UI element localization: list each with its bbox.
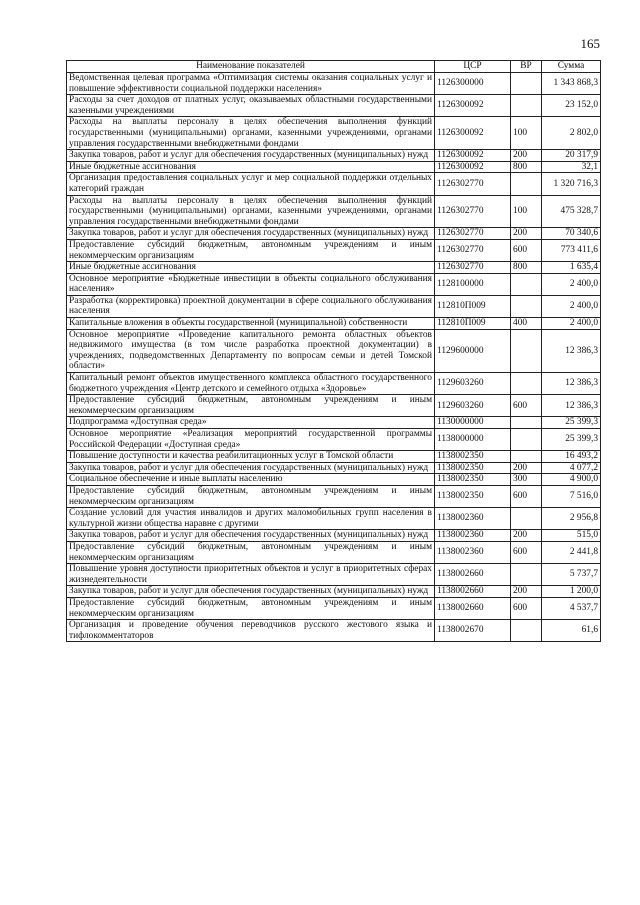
- table-row: [67, 451, 601, 463]
- sum-cell: 4 077,2: [542, 462, 601, 474]
- csr-cell: 1129600000: [435, 329, 511, 372]
- name-cell: Закупка товаров, работ и услуг для обеспечения государственных (муниципальных) нужд: [67, 530, 435, 542]
- name-cell: Капитальные вложения в объекты государственной (муниципальной) собственности: [67, 318, 435, 330]
- table-row: [67, 530, 601, 542]
- sum-cell: 1 343 868,3: [542, 73, 601, 95]
- csr-cell: 1130000000: [435, 417, 511, 429]
- vr-cell: 800: [511, 161, 542, 173]
- table-body: [67, 73, 601, 642]
- sum-cell: 2 802,0: [542, 117, 601, 150]
- vr-cell: [511, 564, 542, 586]
- name-cell: Организация и проведение обучения переводчиков русского жестового языка и тифлокомментаторов: [67, 620, 435, 642]
- vr-cell: [511, 373, 542, 395]
- sum-cell: 25 399,3: [542, 429, 601, 451]
- table-header-row: [67, 61, 601, 73]
- table-row: [67, 620, 601, 642]
- vr-cell: 100: [511, 195, 542, 228]
- name-cell: Закупка товаров, работ и услуг для обеспечения государственных (муниципальных) нужд: [67, 228, 435, 240]
- vr-cell: 200: [511, 228, 542, 240]
- sum-cell: 2 400,0: [542, 318, 601, 330]
- table-row: [67, 395, 601, 417]
- sum-cell: 12 386,3: [542, 395, 601, 417]
- csr-cell: 1126300092: [435, 95, 511, 117]
- csr-cell: 1138002350: [435, 485, 511, 507]
- name-cell: Предоставление субсидий бюджетным, автономным учреждениям и иным некоммерческим организациям: [67, 395, 435, 417]
- csr-cell: 1138000000: [435, 429, 511, 451]
- vr-cell: 600: [511, 597, 542, 619]
- csr-cell: 1138002360: [435, 541, 511, 563]
- name-cell: Закупка товаров, работ и услуг для обеспечения государственных (муниципальных) нужд: [67, 586, 435, 598]
- csr-cell: 1138002350: [435, 474, 511, 486]
- name-cell: Социальное обеспечение и иные выплаты населению: [67, 474, 435, 486]
- csr-cell: 1126302770: [435, 239, 511, 261]
- vr-cell: 600: [511, 541, 542, 563]
- name-cell: Повышение доступности и качества реабилитационных услуг в Томской области: [67, 451, 435, 463]
- name-cell: Расходы за счет доходов от платных услуг, оказываемых областными государственными казенными учреждениями: [67, 95, 435, 117]
- name-cell: Повышение уровня доступности приоритетных объектов и услуг в приоритетных сферах жизнедеятельности: [67, 564, 435, 586]
- vr-cell: [511, 417, 542, 429]
- sum-cell: 475 328,7: [542, 195, 601, 228]
- vr-cell: 300: [511, 474, 542, 486]
- table-row: [67, 318, 601, 330]
- sum-cell: 61,6: [542, 620, 601, 642]
- table-row: [67, 273, 601, 295]
- sum-cell: 2 441,8: [542, 541, 601, 563]
- csr-cell: 1138002660: [435, 597, 511, 619]
- name-cell: Предоставление субсидий бюджетным, автономным учреждениям и иным некоммерческим организациям: [67, 541, 435, 563]
- csr-cell: 1138002670: [435, 620, 511, 642]
- vr-cell: [511, 508, 542, 530]
- sum-cell: 773 411,6: [542, 239, 601, 261]
- vr-cell: [511, 451, 542, 463]
- sum-cell: 20 317,9: [542, 150, 601, 162]
- csr-cell: 1126302770: [435, 262, 511, 274]
- csr-cell: 1126302770: [435, 173, 511, 195]
- header-vr: ВР: [511, 61, 542, 73]
- vr-cell: [511, 329, 542, 372]
- csr-cell: 1138002360: [435, 530, 511, 542]
- name-cell: Разработка (корректировка) проектной документации в сфере социального обслуживания населения: [67, 295, 435, 317]
- header-csr: ЦСР: [435, 61, 511, 73]
- vr-cell: [511, 95, 542, 117]
- vr-cell: 600: [511, 485, 542, 507]
- name-cell: Ведомственная целевая программа «Оптимизация системы оказания социальных услуг и повышение эффективности социальной поддержки населения»: [67, 73, 435, 95]
- csr-cell: 1126300000: [435, 73, 511, 95]
- csr-cell: 1129603260: [435, 373, 511, 395]
- table-row: [67, 373, 601, 395]
- vr-cell: [511, 273, 542, 295]
- table-row: [67, 462, 601, 474]
- csr-cell: 1128100000: [435, 273, 511, 295]
- sum-cell: 12 386,3: [542, 329, 601, 372]
- csr-cell: 112810П009: [435, 318, 511, 330]
- name-cell: Закупка товаров, работ и услуг для обеспечения государственных (муниципальных) нужд: [67, 150, 435, 162]
- csr-cell: 1138002350: [435, 451, 511, 463]
- table-row: [67, 295, 601, 317]
- sum-cell: 4 900,0: [542, 474, 601, 486]
- name-cell: Организация предоставления социальных услуг и мер социальной поддержки отдельных категорий граждан: [67, 173, 435, 195]
- table-row: [67, 564, 601, 586]
- vr-cell: 200: [511, 150, 542, 162]
- name-cell: Подпрограмма «Доступная среда»: [67, 417, 435, 429]
- vr-cell: 800: [511, 262, 542, 274]
- vr-cell: [511, 429, 542, 451]
- table-row: [67, 73, 601, 95]
- table-row: [67, 228, 601, 240]
- vr-cell: 200: [511, 586, 542, 598]
- table-row: [67, 485, 601, 507]
- sum-cell: 7 516,0: [542, 485, 601, 507]
- sum-cell: 16 493,2: [542, 451, 601, 463]
- sum-cell: 515,0: [542, 530, 601, 542]
- table-row: [67, 150, 601, 162]
- vr-cell: 600: [511, 239, 542, 261]
- table-row: [67, 161, 601, 173]
- sum-cell: 1 200,0: [542, 586, 601, 598]
- name-cell: Капитальный ремонт объектов имущественного комплекса областного государственного бюджетного учреждения «Центр детского и семейного отдыха «Здоровье»: [67, 373, 435, 395]
- sum-cell: 4 537,7: [542, 597, 601, 619]
- vr-cell: 100: [511, 117, 542, 150]
- name-cell: Основное мероприятие «Реализация мероприятий государственной программы Российской Федерации «Доступная среда»: [67, 429, 435, 451]
- vr-cell: 200: [511, 530, 542, 542]
- name-cell: Предоставление субсидий бюджетным, автономным учреждениям и иным некоммерческим организациям: [67, 239, 435, 261]
- page-number: 165: [580, 36, 600, 51]
- table-row: [67, 329, 601, 372]
- name-cell: Иные бюджетные ассигнования: [67, 161, 435, 173]
- sum-cell: 25 399,3: [542, 417, 601, 429]
- csr-cell: 1138002360: [435, 508, 511, 530]
- sum-cell: 70 340,6: [542, 228, 601, 240]
- csr-cell: 1138002350: [435, 462, 511, 474]
- table-row: [67, 417, 601, 429]
- table-row: [67, 173, 601, 195]
- table-row: [67, 117, 601, 150]
- budget-table: [66, 60, 601, 642]
- name-cell: Расходы на выплаты персоналу в целях обеспечения выполнения функций государственными (муниципальными) органами, казенными учреждениями, органами управления государственными внебюджетными фондами: [67, 195, 435, 228]
- vr-cell: 400: [511, 318, 542, 330]
- name-cell: Предоставление субсидий бюджетным, автономным учреждениям и иным некоммерческим организациям: [67, 485, 435, 507]
- name-cell: Основное мероприятие «Бюджетные инвестиции в объекты социального обслуживания населения»: [67, 273, 435, 295]
- sum-cell: 23 152,0: [542, 95, 601, 117]
- table-row: [67, 239, 601, 261]
- header-name: Наименование показателей: [67, 61, 435, 73]
- sum-cell: 12 386,3: [542, 373, 601, 395]
- table-row: [67, 95, 601, 117]
- sum-cell: 2 956,8: [542, 508, 601, 530]
- sum-cell: 2 400,0: [542, 273, 601, 295]
- name-cell: Основное мероприятие «Проведение капитального ремонта областных объектов недвижимого имущества (в том числе разработка проектной документации) в учреждениях, подведомственных Департаменту по вопросам семьи и детей Томской области»: [67, 329, 435, 372]
- table-row: [67, 474, 601, 486]
- sum-cell: 5 737,7: [542, 564, 601, 586]
- name-cell: Создание условий для участия инвалидов и других маломобильных групп населения в культурной жизни общества наравне с другими: [67, 508, 435, 530]
- csr-cell: 1138002660: [435, 586, 511, 598]
- table-row: [67, 262, 601, 274]
- csr-cell: 1126300092: [435, 117, 511, 150]
- table-row: [67, 586, 601, 598]
- vr-cell: 600: [511, 395, 542, 417]
- table-row: [67, 195, 601, 228]
- header-sum: Сумма: [542, 61, 601, 73]
- csr-cell: 112810П009: [435, 295, 511, 317]
- name-cell: Предоставление субсидий бюджетным, автономным учреждениям и иным некоммерческим организациям: [67, 597, 435, 619]
- name-cell: Закупка товаров, работ и услуг для обеспечения государственных (муниципальных) нужд: [67, 462, 435, 474]
- csr-cell: 1126300092: [435, 150, 511, 162]
- csr-cell: 1129603260: [435, 395, 511, 417]
- csr-cell: 1126302770: [435, 228, 511, 240]
- vr-cell: [511, 73, 542, 95]
- vr-cell: [511, 620, 542, 642]
- sum-cell: 1 320 716,3: [542, 173, 601, 195]
- table-row: [67, 429, 601, 451]
- vr-cell: [511, 173, 542, 195]
- csr-cell: 1138002660: [435, 564, 511, 586]
- table-row: [67, 541, 601, 563]
- vr-cell: [511, 295, 542, 317]
- sum-cell: 2 400,0: [542, 295, 601, 317]
- name-cell: Расходы на выплаты персоналу в целях обеспечения выполнения функций государственными (муниципальными) органами, казенными учреждениями, органами управления государственными внебюджетными фондами: [67, 117, 435, 150]
- csr-cell: 1126300092: [435, 161, 511, 173]
- csr-cell: 1126302770: [435, 195, 511, 228]
- table-row: [67, 597, 601, 619]
- name-cell: Иные бюджетные ассигнования: [67, 262, 435, 274]
- sum-cell: 1 635,4: [542, 262, 601, 274]
- table-row: [67, 508, 601, 530]
- sum-cell: 32,1: [542, 161, 601, 173]
- vr-cell: 200: [511, 462, 542, 474]
